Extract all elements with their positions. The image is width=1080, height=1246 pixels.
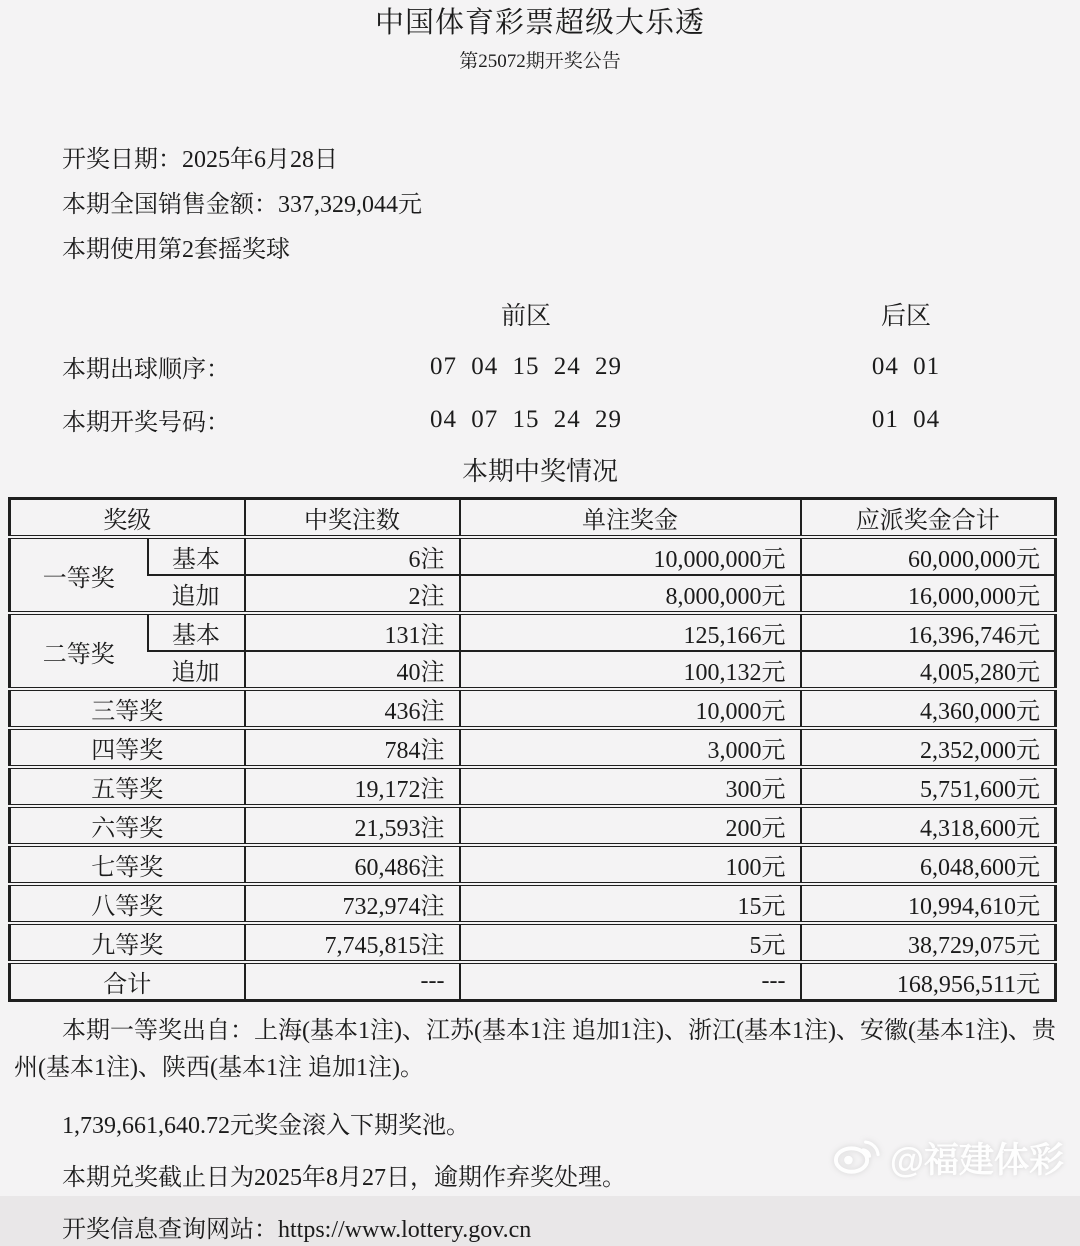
table-row-sixth-prize xyxy=(10,806,1056,845)
total-cell: 10,994,610元 xyxy=(801,884,1056,923)
total-cell: 2,352,000元 xyxy=(801,728,1056,767)
watermark xyxy=(832,1131,1064,1184)
count-cell: 732,974注 xyxy=(245,884,460,923)
table-row-first-prize-basic xyxy=(10,537,1056,575)
count-cell: 131注 xyxy=(245,613,460,651)
prize-subtype-cell: 基本 xyxy=(148,613,245,651)
draw-order-row xyxy=(0,340,1080,393)
rollover-note: 1,739,661,640.72元奖金滚入下期奖池。 xyxy=(62,1113,470,1139)
column-header-prize: 单注奖金 xyxy=(460,499,801,538)
prize-level-cell: 合计 xyxy=(10,962,245,1001)
prize-level-cell: 七等奖 xyxy=(10,845,245,884)
prize-table xyxy=(8,497,1057,1002)
count-cell: --- xyxy=(245,962,460,1001)
total-cell: 4,360,000元 xyxy=(801,689,1056,728)
prize-level-cell: 五等奖 xyxy=(10,767,245,806)
watermark-handle: @福建体彩 xyxy=(889,1140,1064,1180)
total-cell: 16,000,000元 xyxy=(801,575,1056,613)
prize-cell: 100元 xyxy=(460,845,801,884)
first-prize-origin-note: 本期一等奖出自：上海(基本1注)、江苏(基本1注 追加1注)、浙江(基本1注)、安徽(基本1注)、贵州(基本1注)、陕西(基本1注 追加1注)。 xyxy=(14,1018,1056,1081)
website-note: 开奖信息查询网站：https://www.lottery.gov.cn xyxy=(62,1217,532,1243)
draw-order-front-numbers: 07 04 15 24 29 xyxy=(430,352,622,380)
winning-back-numbers: 01 04 xyxy=(871,405,941,433)
table-row-ninth-prize xyxy=(10,923,1056,962)
ball-numbers-section xyxy=(0,287,1080,446)
prize-level-cell: 八等奖 xyxy=(10,884,245,923)
header xyxy=(0,0,1080,76)
table-row-eighth-prize xyxy=(10,884,1056,923)
total-cell: 5,751,600元 xyxy=(801,767,1056,806)
draw-order-back-numbers: 04 01 xyxy=(871,352,941,380)
count-cell: 784注 xyxy=(245,728,460,767)
winning-numbers-row xyxy=(0,393,1080,446)
prize-cell: --- xyxy=(460,962,801,1001)
total-cell: 168,956,511元 xyxy=(801,962,1056,1001)
prize-cell: 125,166元 xyxy=(460,613,801,651)
back-zone-header: 后区 xyxy=(880,302,931,330)
count-cell: 2注 xyxy=(245,575,460,613)
prize-level-cell: 二等奖 xyxy=(10,613,148,689)
prize-cell: 8,000,000元 xyxy=(460,575,801,613)
count-cell: 21,593注 xyxy=(245,806,460,845)
page-subtitle: 第25072期开奖公告 xyxy=(459,51,621,72)
prize-subtype-cell: 基本 xyxy=(148,537,245,575)
total-cell: 38,729,075元 xyxy=(801,923,1056,962)
total-cell: 16,396,746元 xyxy=(801,613,1056,651)
column-header-total: 应派奖金合计 xyxy=(801,499,1056,538)
redeem-deadline-note: 本期兑奖截止日为2025年8月27日，逾期作弃奖处理。 xyxy=(62,1165,626,1191)
count-cell: 7,745,815注 xyxy=(245,923,460,962)
prize-table-title: 本期中奖情况 xyxy=(461,457,618,486)
prize-level-cell: 九等奖 xyxy=(10,923,245,962)
count-cell: 40注 xyxy=(245,651,460,689)
table-row-total xyxy=(10,962,1056,1001)
draw-info-block xyxy=(0,138,1080,273)
draw-date-line: 开奖日期：2025年6月28日 xyxy=(62,147,338,173)
prize-cell: 10,000元 xyxy=(460,689,801,728)
front-zone-header: 前区 xyxy=(500,302,551,330)
column-header-count: 中奖注数 xyxy=(245,499,460,538)
prize-cell: 10,000,000元 xyxy=(460,537,801,575)
table-row-fifth-prize xyxy=(10,767,1056,806)
prize-subtype-cell: 追加 xyxy=(148,651,245,689)
count-cell: 60,486注 xyxy=(245,845,460,884)
count-cell: 6注 xyxy=(245,537,460,575)
prize-cell: 5元 xyxy=(460,923,801,962)
prize-level-cell: 六等奖 xyxy=(10,806,245,845)
winning-numbers-label: 本期开奖号码： xyxy=(62,410,230,436)
prize-subtype-cell: 追加 xyxy=(148,575,245,613)
total-cell: 60,000,000元 xyxy=(801,537,1056,575)
count-cell: 436注 xyxy=(245,689,460,728)
prize-cell: 200元 xyxy=(460,806,801,845)
table-row-third-prize xyxy=(10,689,1056,728)
total-cell: 4,318,600元 xyxy=(801,806,1056,845)
prize-table-header-row xyxy=(10,499,1056,538)
zone-header-row xyxy=(0,287,1080,340)
table-row-first-prize-extra xyxy=(10,575,1056,613)
table-row-second-prize-extra xyxy=(10,651,1056,689)
table-row-seventh-prize xyxy=(10,845,1056,884)
count-cell: 19,172注 xyxy=(245,767,460,806)
prize-level-cell: 三等奖 xyxy=(10,689,245,728)
winning-front-numbers: 04 07 15 24 29 xyxy=(430,405,622,433)
notes-section xyxy=(0,1013,1080,1246)
prize-cell: 100,132元 xyxy=(460,651,801,689)
prize-cell: 15元 xyxy=(460,884,801,923)
prize-cell: 3,000元 xyxy=(460,728,801,767)
prize-level-cell: 四等奖 xyxy=(10,728,245,767)
weibo-icon xyxy=(832,1131,882,1184)
prize-level-cell: 一等奖 xyxy=(10,537,148,613)
table-row-second-prize-basic xyxy=(10,613,1056,651)
total-cell: 4,005,280元 xyxy=(801,651,1056,689)
column-header-level: 奖级 xyxy=(103,508,152,534)
prize-cell: 300元 xyxy=(460,767,801,806)
ball-set-line: 本期使用第2套摇奖球 xyxy=(62,237,290,263)
page-title: 中国体育彩票超级大乐透 xyxy=(374,7,705,39)
sales-amount-line: 本期全国销售金额：337,329,044元 xyxy=(62,192,422,218)
total-cell: 6,048,600元 xyxy=(801,845,1056,884)
draw-order-label: 本期出球顺序： xyxy=(62,357,230,383)
table-row-fourth-prize xyxy=(10,728,1056,767)
